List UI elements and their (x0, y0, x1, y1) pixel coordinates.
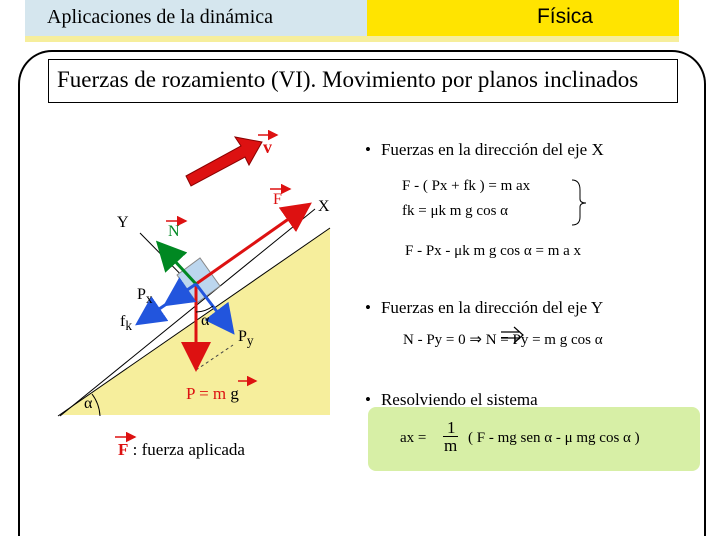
py-letter: P (238, 328, 247, 345)
solution-denominator: m (444, 436, 458, 455)
y-equation: N - Py = 0 ⇒ N = Py = m g cos α (403, 332, 603, 348)
legend-text: : fuerza aplicada (128, 440, 245, 459)
x-axis-label: X (318, 198, 330, 215)
subject-title: Física (536, 5, 593, 28)
solve-heading: • Resolviendo el sistema (365, 390, 538, 410)
weight-text: P = m (186, 384, 227, 403)
base-angle-label: α (84, 395, 93, 412)
solution-lhs: ax = (400, 430, 427, 446)
slide-title: Fuerzas de rozamiento (VI). Movimiento por planos inclinados (57, 67, 639, 92)
px-letter: P (137, 286, 146, 303)
y-axis-label: Y (117, 214, 129, 231)
applied-force-label: F (273, 191, 282, 208)
y-forces-heading: • Fuerzas en la dirección del eje Y (365, 298, 603, 318)
velocity-direction-arrow (186, 137, 262, 186)
legend-F: F (118, 440, 129, 459)
x-equation-1: F - ( Px + fk ) = m ax (402, 178, 531, 194)
x-equation-combined: F - Px - μk m g cos α = m a x (405, 243, 582, 259)
fk-letter: f (120, 313, 126, 330)
x-equation-2: fk = μk m g cos α (402, 203, 509, 219)
solution-rhs: ( F - mg sen α - μ mg cos α ) (468, 430, 640, 446)
px-label (137, 286, 153, 307)
py-subscript: y (246, 333, 254, 349)
g-label: g (230, 384, 239, 403)
velocity-label: v (263, 137, 272, 157)
weight-label (186, 384, 239, 404)
normal-force-label: N (168, 223, 180, 240)
x-forces-heading: • Fuerzas en la dirección del eje X (365, 140, 604, 160)
fk-subscript: k (125, 318, 132, 334)
friction-label (120, 313, 132, 334)
equation-brace (572, 180, 586, 225)
section-title: Aplicaciones de la dinámica (47, 6, 274, 28)
px-subscript: x (145, 291, 153, 307)
py-label (238, 328, 254, 349)
solution-numerator: 1 (447, 418, 456, 437)
block-angle-label: α (201, 312, 210, 329)
applied-force-legend (118, 440, 245, 460)
